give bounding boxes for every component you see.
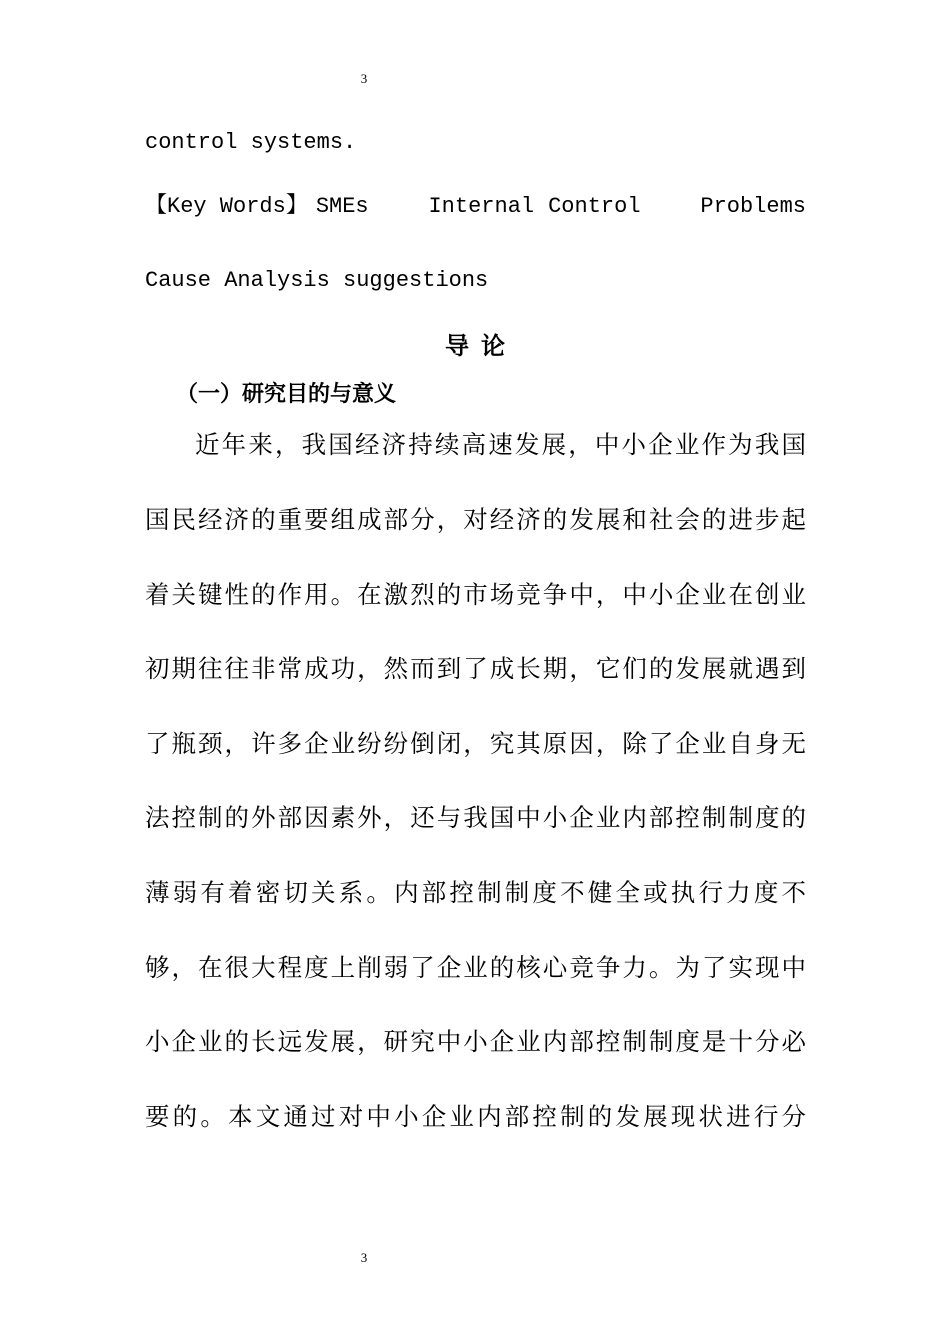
keyword-item: Control [548,194,641,219]
keywords-continuation: Cause Analysis suggestions [145,268,489,293]
section-title: 导论 [445,332,517,360]
paragraph-line: 够，在很大程度上削弱了企业的核心竞争力。为了实现中 [145,953,806,982]
abstract-tail-text: control systems. [145,130,357,155]
paragraph-line: 国民经济的重要组成部分，对经济的发展和社会的进步起 [145,505,806,534]
keywords-line [145,192,806,222]
page-number-bottom: 3 [360,1250,368,1265]
keyword-item: Internal [428,194,535,219]
page-number-top: 3 [360,71,368,86]
keywords-head [145,192,369,222]
paragraph-line: 要的。本文通过对中小企业内部控制的发展现状进行分 [145,1102,806,1131]
paragraph-line: 了瓶颈，许多企业纷纷倒闭，究其原因，除了企业自身无 [145,729,806,758]
keywords-middle [428,192,640,222]
keyword-item: Problems [700,194,806,219]
paragraph-line: 小企业的长远发展，研究中小企业内部控制制度是十分必 [145,1027,806,1056]
paragraph-line: 初期往往非常成功，然而到了成长期，它们的发展就遇到 [145,654,806,683]
paragraph-line: 着关键性的作用。在激烈的市场竞争中，中小企业在创业 [145,580,806,609]
keyword-item: SMEs [315,194,369,219]
paragraph-line: 法控制的外部因素外，还与我国中小企业内部控制制度的 [145,803,806,832]
subsection-title: （一）研究目的与意义 [176,382,397,407]
keywords-label: 【Key Words】 [145,194,308,219]
paragraph-line: 薄弱有着密切关系。内部控制制度不健全或执行力度不 [145,878,806,907]
paragraph-line: 近年来，我国经济持续高速发展，中小企业作为我国 [195,430,806,459]
